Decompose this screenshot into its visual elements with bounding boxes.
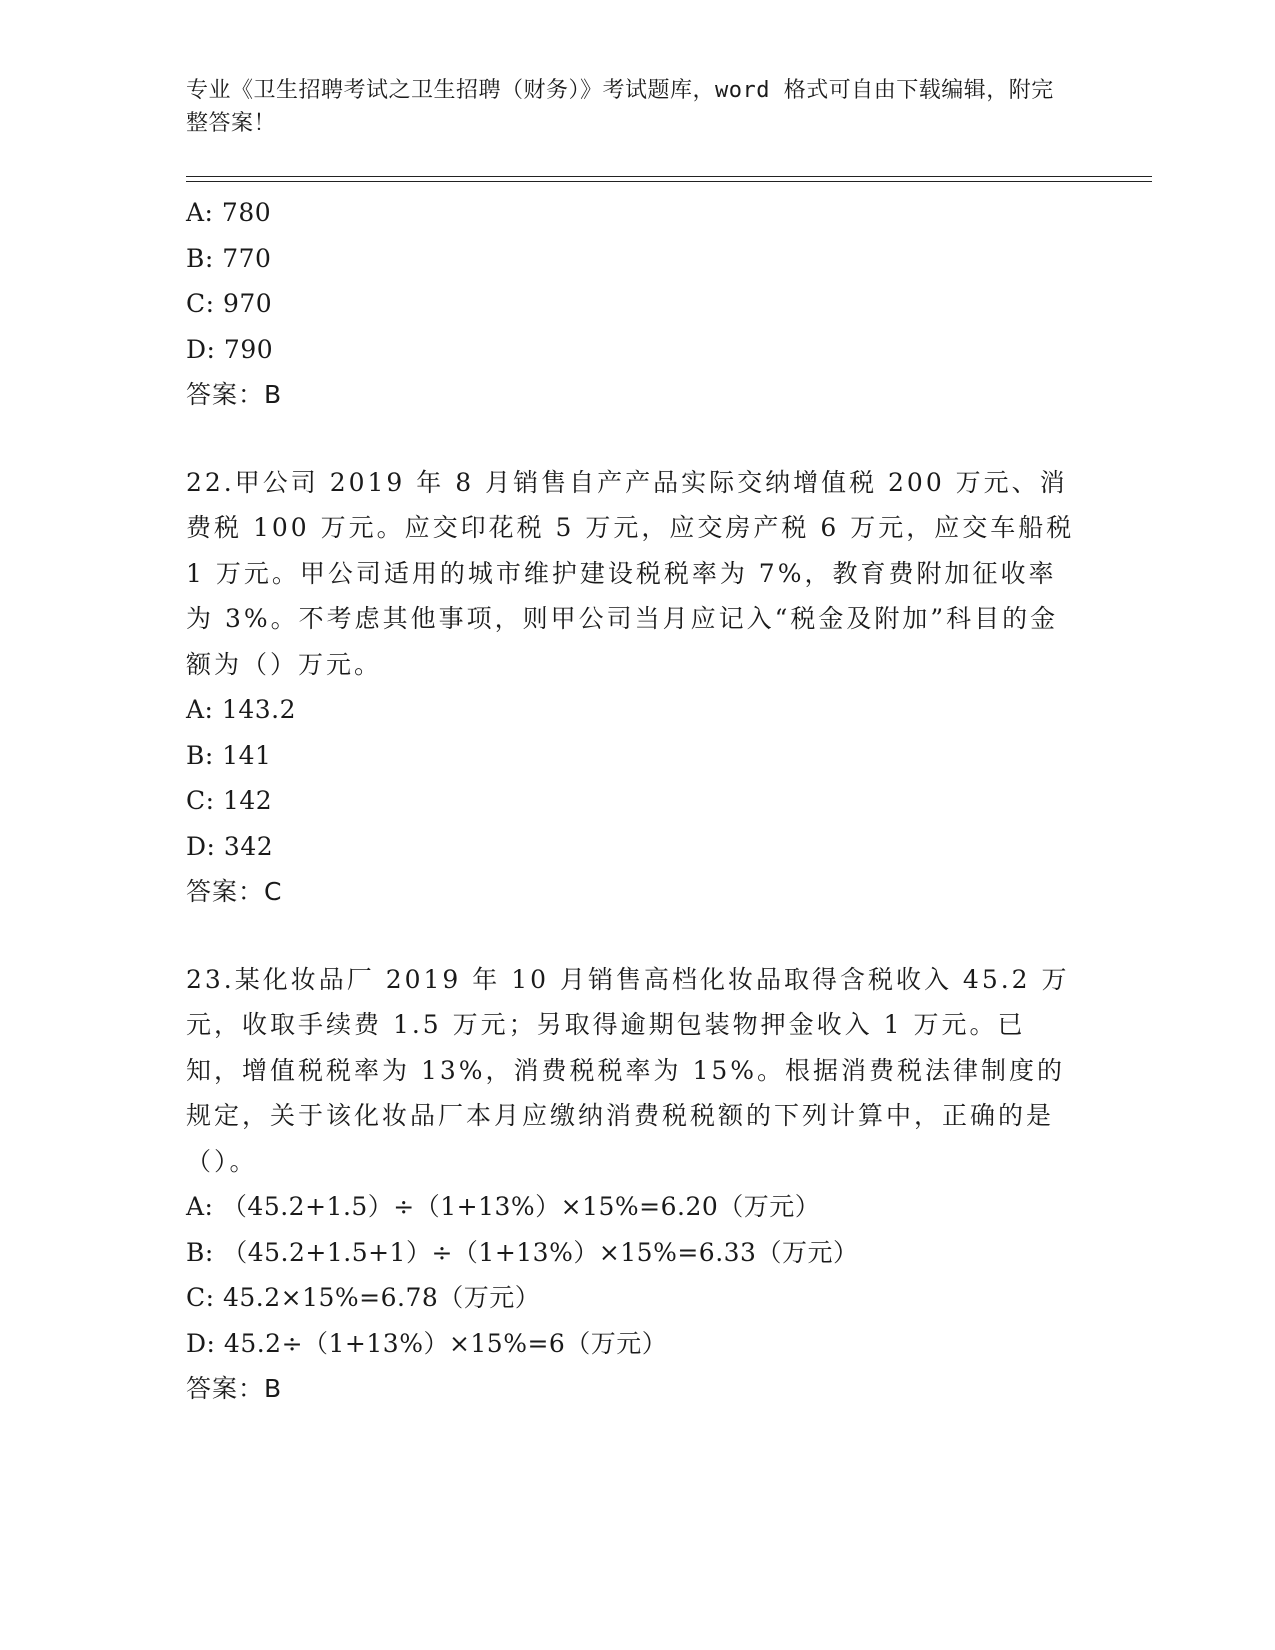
option-a: A: 780 xyxy=(186,198,272,227)
question-22 xyxy=(186,460,1086,915)
option-c: C: 142 xyxy=(186,786,273,815)
question-list xyxy=(186,190,1086,1412)
option-b: B: 141 xyxy=(186,740,272,770)
spacer xyxy=(186,418,1086,460)
option-a: A: 143.2 xyxy=(186,695,296,724)
answer-line: 答案：B xyxy=(186,1374,283,1403)
option-b: B: （45.2+1.5+1）÷（1+13%）×15%=6.33（万元） xyxy=(186,1237,859,1267)
header-divider-top xyxy=(186,176,1152,177)
header-divider-bottom xyxy=(186,181,1152,182)
question-21-tail xyxy=(186,190,1086,418)
option-d: D: 790 xyxy=(186,334,274,364)
spacer xyxy=(186,915,1086,957)
option-c: C: 970 xyxy=(186,289,273,318)
question-stem: 22.甲公司 2019 年 8 月销售自产产品实际交纳增值税 200 万元、消费税 100 万元。应交印花税 5 万元，应交房产税 6 万元，应交车船税 1 万元。甲公司适用的城市维护建设税税率为 7%，教育费附加征收率为 3%。不考虑其他事项，则甲公司当月应记入“税金及附加”科目的金额为（）万元。 xyxy=(186,467,1075,679)
option-d: D: 45.2÷（1+13%）×15%=6（万元） xyxy=(186,1328,668,1358)
answer-line: 答案：C xyxy=(186,877,283,906)
question-stem: 23.某化妆品厂 2019 年 10 月销售高档化妆品取得含税收入 45.2 万元，收取手续费 1.5 万元；另取得逾期包装物押金收入 1 万元。已知，增值税税率为 13%，消费税税率为 15%。根据消费税法律制度的规定，关于该化妆品厂本月应缴纳消费税税额的下列计算中，正确的是（）。 xyxy=(186,964,1070,1176)
option-b: B: 770 xyxy=(186,243,272,273)
option-c: C: 45.2×15%=6.78（万元） xyxy=(186,1283,541,1312)
option-d: D: 342 xyxy=(186,831,274,861)
document-header: 专业《卫生招聘考试之卫生招聘（财务）》考试题库，word 格式可自由下载编辑，附完整答案！ xyxy=(186,78,1054,136)
question-23 xyxy=(186,957,1086,1412)
option-a: A: （45.2+1.5）÷（1+13%）×15%=6.20（万元） xyxy=(186,1192,821,1221)
answer-line: 答案：B xyxy=(186,380,283,409)
